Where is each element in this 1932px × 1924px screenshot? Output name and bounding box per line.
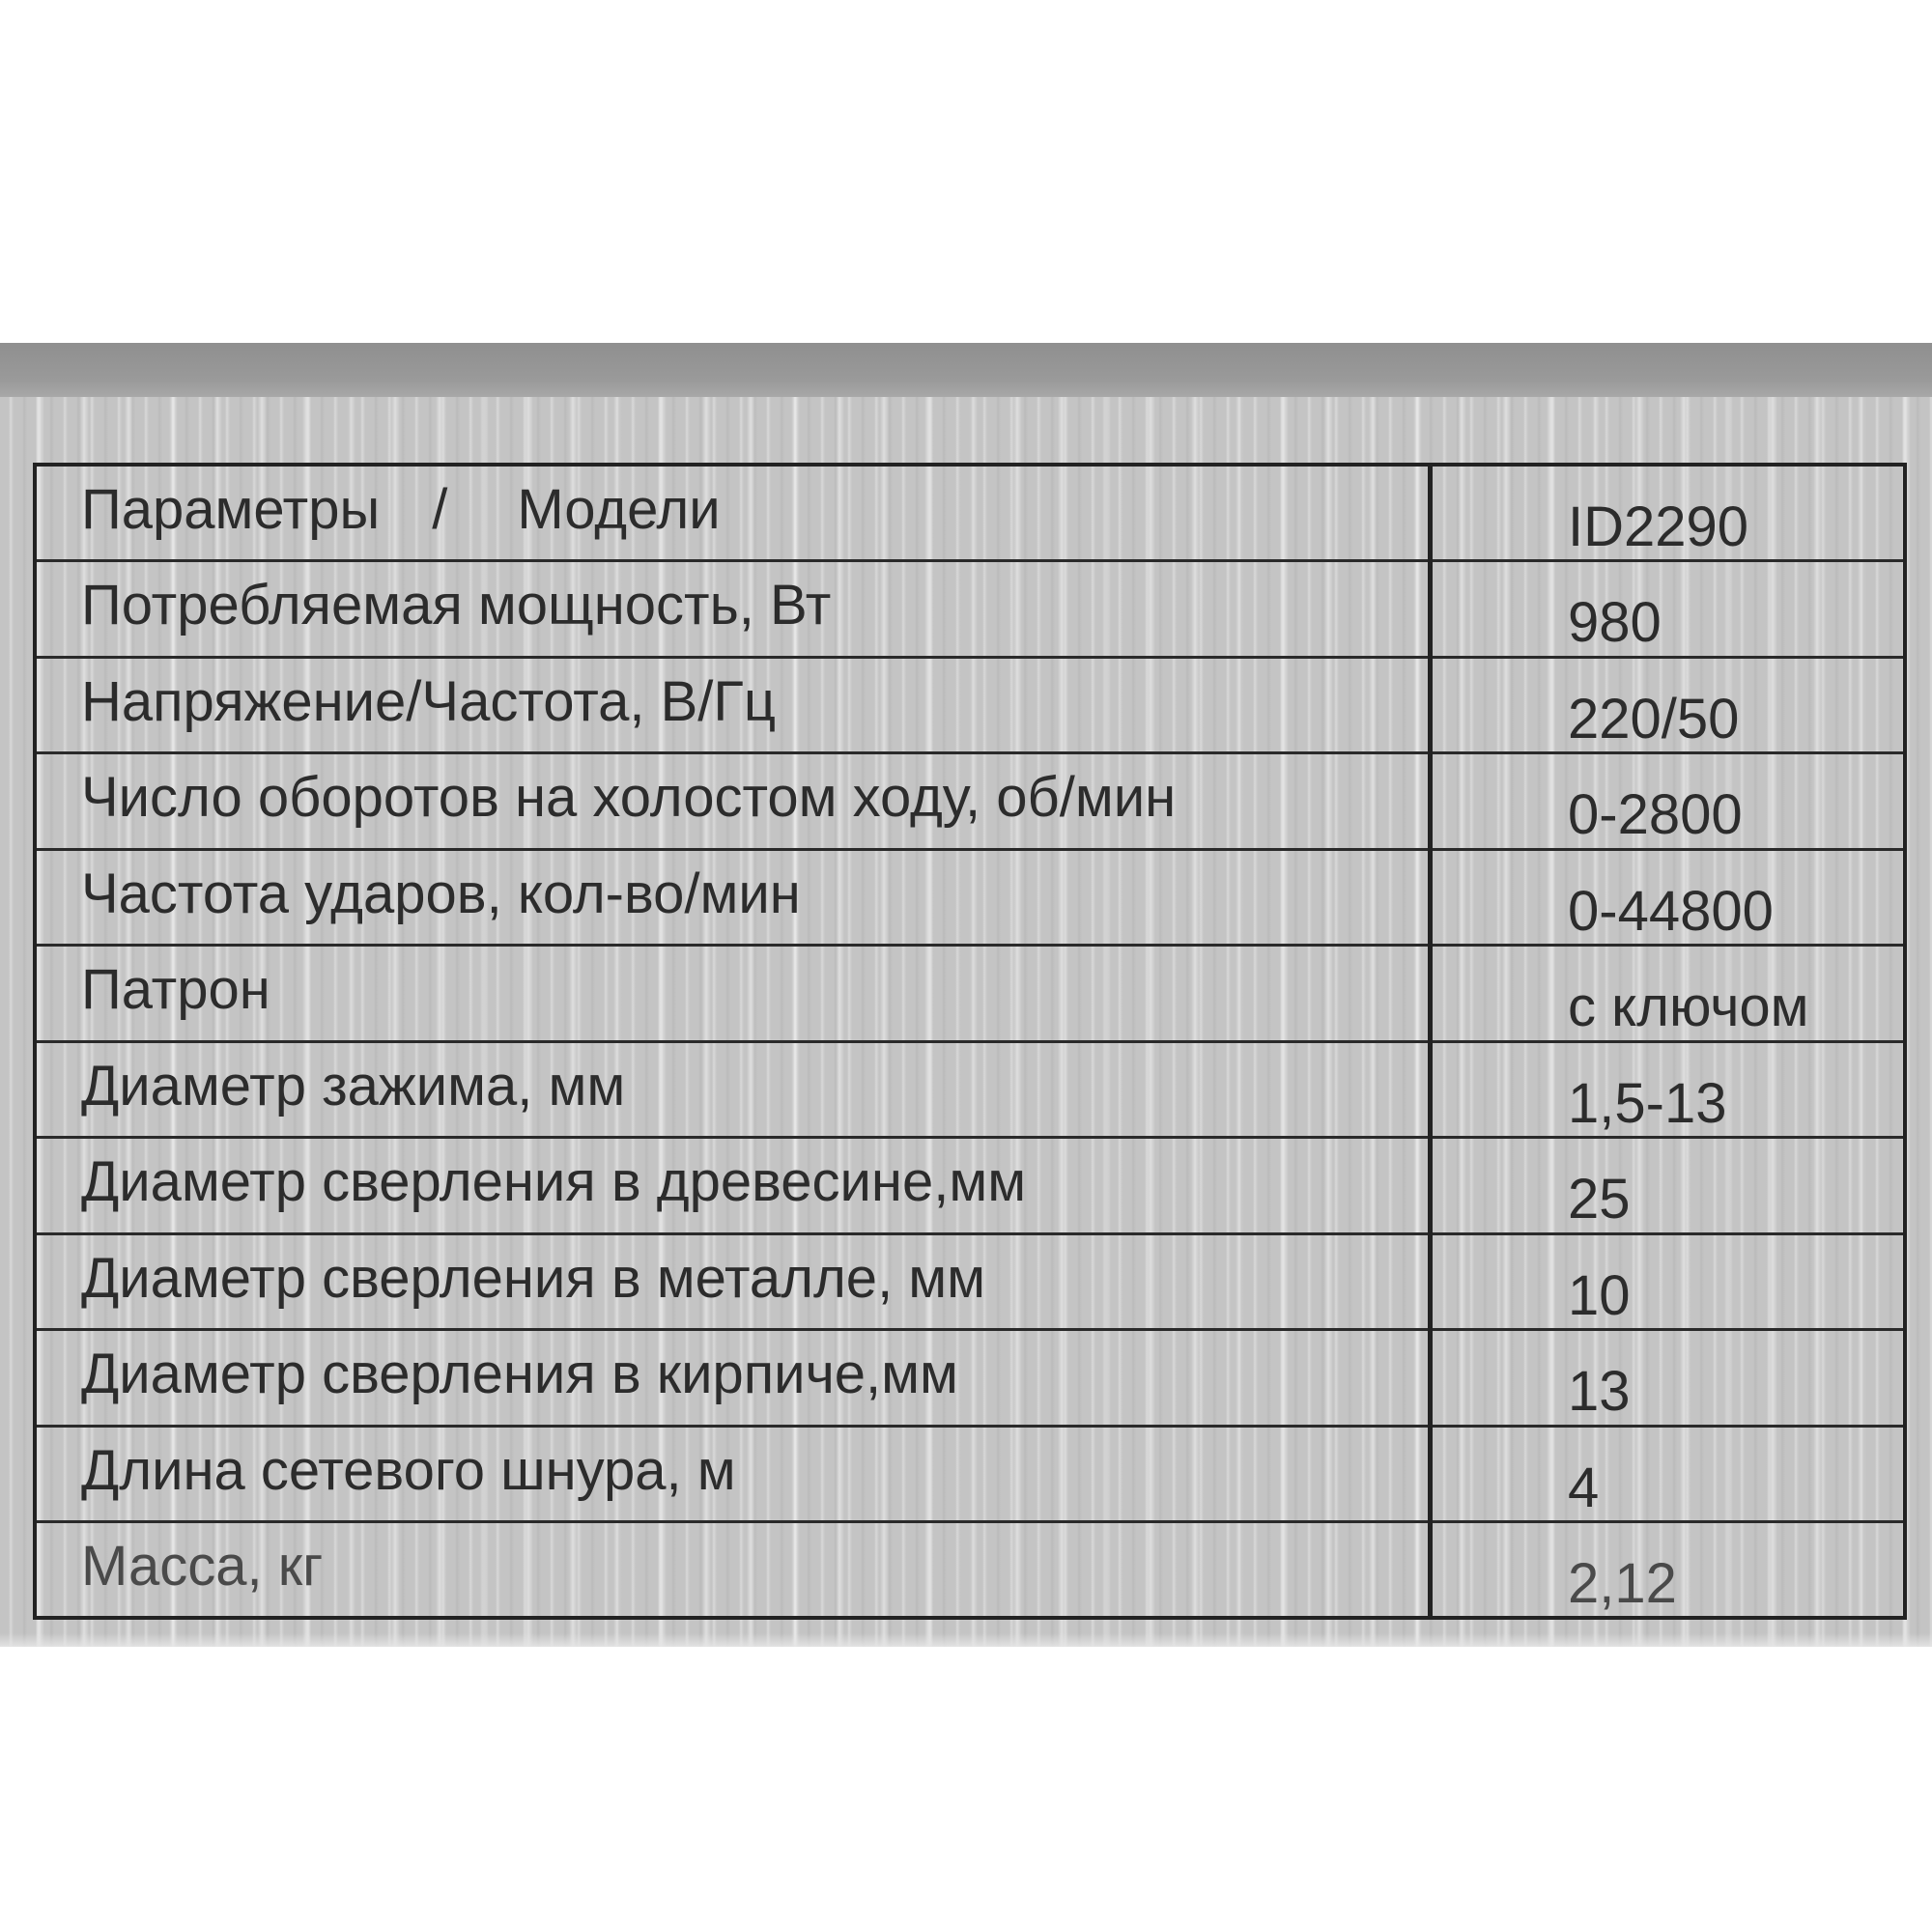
sheet-top-band (0, 343, 1932, 397)
table-row (35, 561, 1905, 658)
table-row (35, 1522, 1905, 1619)
sheet-bottom-edge (0, 1633, 1932, 1647)
row-value: 10 (1431, 1233, 1906, 1330)
row-parameter: Число оборотов на холостом ходу, об/мин (35, 753, 1431, 850)
table-row (35, 753, 1905, 850)
header-models-label: Модели (517, 478, 721, 541)
table-row (35, 657, 1905, 753)
table-header-row (35, 465, 1905, 561)
row-parameter: Частота ударов, кол-во/мин (35, 849, 1431, 946)
table-row (35, 849, 1905, 946)
row-parameter: Напряжение/Частота, В/Гц (35, 657, 1431, 753)
header-separator: / (432, 478, 448, 541)
header-model-cell (1431, 465, 1906, 561)
row-parameter: Потребляемая мощность, Вт (35, 561, 1431, 658)
table-row (35, 1138, 1905, 1234)
row-value: 0-44800 (1431, 849, 1906, 946)
table-row (35, 1041, 1905, 1138)
row-parameter: Диаметр сверления в металле, мм (35, 1233, 1431, 1330)
row-value: с ключом (1431, 946, 1906, 1042)
row-parameter: Длина сетевого шнура, м (35, 1426, 1431, 1522)
row-value: 980 (1431, 561, 1906, 658)
row-parameter: Диаметр сверления в кирпиче,мм (35, 1330, 1431, 1427)
row-value: 2,12 (1431, 1522, 1906, 1619)
row-parameter: Масса, кг (35, 1522, 1431, 1619)
row-parameter: Диаметр зажима, мм (35, 1041, 1431, 1138)
row-value: 25 (1431, 1138, 1906, 1234)
row-value: 0-2800 (1431, 753, 1906, 850)
row-value: 4 (1431, 1426, 1906, 1522)
header-parameters-cell (35, 465, 1431, 561)
row-parameter: Диаметр сверления в древесине,мм (35, 1138, 1431, 1234)
header-parameters-label: Параметры (81, 478, 381, 541)
model-name: ID2290 (1568, 495, 1749, 558)
row-value: 1,5-13 (1431, 1041, 1906, 1138)
row-value: 220/50 (1431, 657, 1906, 753)
table-row (35, 1233, 1905, 1330)
table-row (35, 1426, 1905, 1522)
table-row (35, 1330, 1905, 1427)
table-row (35, 946, 1905, 1042)
row-value: 13 (1431, 1330, 1906, 1427)
specifications-table (33, 463, 1907, 1620)
row-parameter: Патрон (35, 946, 1431, 1042)
